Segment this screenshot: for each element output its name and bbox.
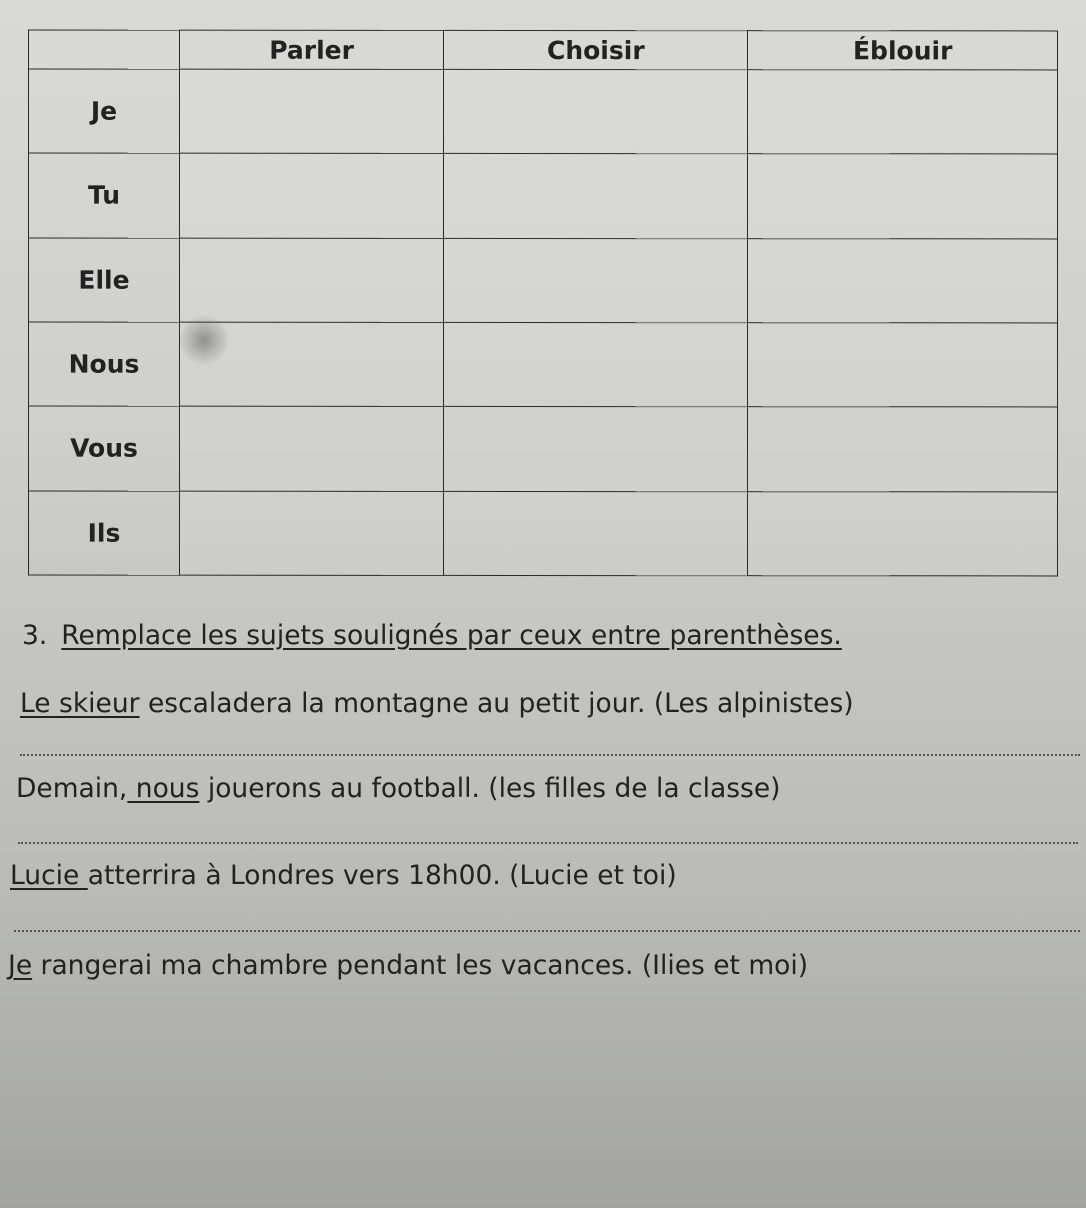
table-header-row xyxy=(29,30,1058,70)
table-cell[interactable] xyxy=(748,70,1058,155)
sentence-rest: jouerons au football. (les filles de la classe) xyxy=(199,773,781,804)
table-cell[interactable] xyxy=(748,407,1058,492)
sentence-rest: rangerai ma chambre pendant les vacances. (Ilies et moi) xyxy=(32,950,809,981)
underlined-subject: Le skieur xyxy=(20,688,140,719)
table-cell[interactable] xyxy=(180,406,444,491)
cut-off-heading xyxy=(110,0,960,8)
table-cell[interactable] xyxy=(748,491,1058,576)
exercise-instruction: Remplace les sujets soulignés par ceux entre parenthèses. xyxy=(61,620,842,651)
sentence-prefix: Demain, xyxy=(16,773,128,804)
table-cell[interactable] xyxy=(748,154,1058,239)
table-cell[interactable] xyxy=(444,238,748,323)
table-cell[interactable] xyxy=(444,407,748,492)
table-cell[interactable] xyxy=(180,69,444,154)
table-cell[interactable] xyxy=(444,69,748,154)
underlined-subject: nous xyxy=(127,773,200,804)
table-row xyxy=(29,69,1058,154)
conjugation-table xyxy=(28,30,1058,577)
pronoun-tu: Tu xyxy=(29,153,180,237)
table-header-choisir: Choisir xyxy=(444,30,748,69)
table-header-parler: Parler xyxy=(180,30,444,69)
sentence-2 xyxy=(16,773,780,804)
table-cell[interactable] xyxy=(748,238,1058,323)
answer-line[interactable] xyxy=(14,928,1080,932)
sentence-1 xyxy=(20,688,854,719)
exercise-title xyxy=(22,620,842,651)
table-header-eblouir: Éblouir xyxy=(748,31,1058,70)
table-header-corner xyxy=(29,30,180,69)
underlined-subject: Lucie xyxy=(10,860,88,891)
sentence-3 xyxy=(10,860,677,891)
table-row xyxy=(29,491,1058,576)
table-cell[interactable] xyxy=(180,154,444,239)
table-row xyxy=(29,406,1058,491)
table-row xyxy=(29,153,1058,238)
table-cell[interactable] xyxy=(180,238,444,323)
exercise-number: 3. xyxy=(22,620,48,651)
answer-line[interactable] xyxy=(20,752,1080,756)
table-cell[interactable] xyxy=(444,322,748,407)
sentence-rest: escaladera la montagne au petit jour. (Les alpinistes) xyxy=(139,688,854,719)
table-cell[interactable] xyxy=(444,154,748,239)
smudge-mark xyxy=(180,312,228,368)
pronoun-nous: Nous xyxy=(29,322,180,406)
sentence-4 xyxy=(8,950,808,981)
underlined-subject: Je xyxy=(8,950,33,981)
pronoun-vous: Vous xyxy=(29,406,180,490)
table-cell[interactable] xyxy=(748,323,1058,408)
table-cell[interactable] xyxy=(444,491,748,576)
sentence-rest: atterrira à Londres vers 18h00. (Lucie et toi) xyxy=(87,860,677,891)
table-cell[interactable] xyxy=(180,491,444,576)
table-row xyxy=(29,238,1058,323)
pronoun-elle: Elle xyxy=(29,238,180,322)
answer-line[interactable] xyxy=(18,840,1078,844)
pronoun-ils: Ils xyxy=(29,491,180,575)
pronoun-je: Je xyxy=(29,69,180,153)
